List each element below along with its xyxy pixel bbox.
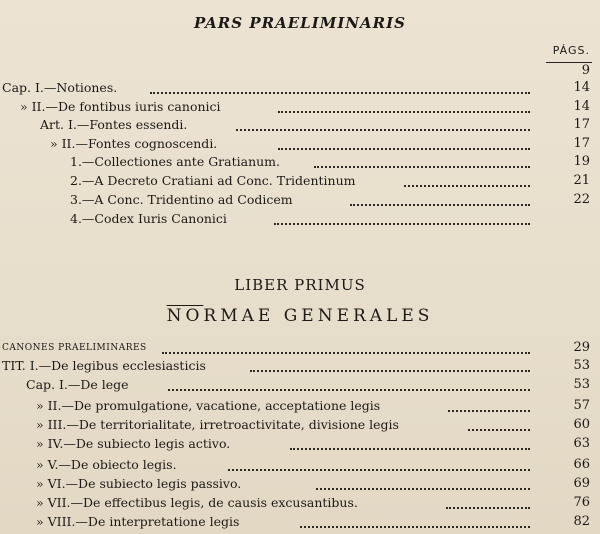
page-number: 29 — [573, 340, 590, 355]
leader-dots — [468, 411, 530, 431]
leader-dots — [168, 371, 530, 391]
leader-dots — [314, 148, 530, 168]
leader-dots — [448, 392, 530, 412]
leader-dots — [350, 186, 530, 206]
page-number: 22 — [573, 192, 590, 207]
page-number: 60 — [573, 417, 590, 432]
leader-dots — [228, 451, 530, 471]
entry-title: Cap. I.—Notiones. — [2, 80, 118, 95]
page-number: 82 — [573, 514, 590, 529]
toc-entry — [0, 210, 600, 228]
page-number: 17 — [573, 117, 590, 132]
leader-dots — [278, 93, 530, 113]
entry-title: » VIII.—De interpretatione legis — [36, 514, 240, 529]
leader-dots — [250, 352, 530, 372]
section-subheading-normae — [0, 306, 600, 326]
entry-title: » V.—De obiecto legis. — [36, 457, 177, 472]
entry-title: » II.—De fontibus iuris canonici — [20, 99, 221, 114]
section-heading-liber: LIBER PRIMUS — [234, 276, 366, 294]
subheading-overlined-part: $\overline{NO}$ — [166, 306, 204, 326]
entry-title: CANONES PRAELIMINARES — [2, 343, 147, 353]
entry-title: 3.—A Conc. Tridentino ad Codicem — [70, 192, 293, 207]
entry-title: Cap. I.—De lege — [26, 377, 129, 392]
leader-dots — [290, 430, 530, 450]
leader-dots — [404, 167, 530, 187]
toc-entry — [0, 513, 600, 531]
entry-title: » II.—De promulgatione, vacatione, acceptatione legis — [36, 398, 381, 413]
page-number: 19 — [573, 154, 590, 169]
page-number: 21 — [573, 173, 590, 188]
leader-dots — [316, 470, 530, 490]
leader-dots — [300, 508, 530, 528]
entry-title: 2.—A Decreto Cratiani ad Conc. Tridentinum — [70, 173, 356, 188]
entry-title: » VI.—De subiecto legis passivo. — [36, 476, 242, 491]
entry-title: Art. I.—Fontes essendi. — [40, 117, 188, 132]
page-number: 53 — [573, 377, 590, 392]
leader-dots — [278, 130, 530, 150]
leader-dots — [150, 74, 530, 94]
leader-dots — [162, 334, 530, 354]
page-number: 53 — [573, 358, 590, 373]
entry-title: » III.—De territorialitate, irretroactivitate, divisione legis — [36, 417, 399, 432]
page-number: 76 — [573, 495, 590, 510]
entry-title: 4.—Codex Iuris Canonici — [70, 211, 227, 226]
page-number: 69 — [573, 476, 590, 491]
subheading-rest: RMAE GENERALES — [203, 306, 434, 326]
page-number: 14 — [573, 99, 590, 114]
section-heading-pars: PARS PRAELIMINARIS — [193, 14, 406, 32]
entry-title: 1.—Collectiones ante Gratianum. — [70, 154, 281, 169]
entry-title: » II.—Fontes cognoscendi. — [50, 136, 218, 151]
leader-dots — [446, 489, 530, 509]
page-number: 9 — [581, 63, 590, 78]
leader-dots — [274, 205, 530, 225]
page-number: 57 — [573, 398, 590, 413]
entry-title: » IV.—De subiecto legis activo. — [36, 436, 231, 451]
page-number: 63 — [573, 436, 590, 451]
page-number: 14 — [573, 80, 590, 95]
entry-title: TIT. I.—De legibus ecclesiasticis — [2, 358, 206, 373]
entry-title: » VII.—De effectibus legis, de causis excusantibus. — [36, 495, 358, 510]
page-column-label: PÁGS. — [552, 44, 590, 57]
page-number: 17 — [573, 136, 590, 151]
leader-dots — [236, 111, 530, 131]
page-number: 66 — [573, 457, 590, 472]
